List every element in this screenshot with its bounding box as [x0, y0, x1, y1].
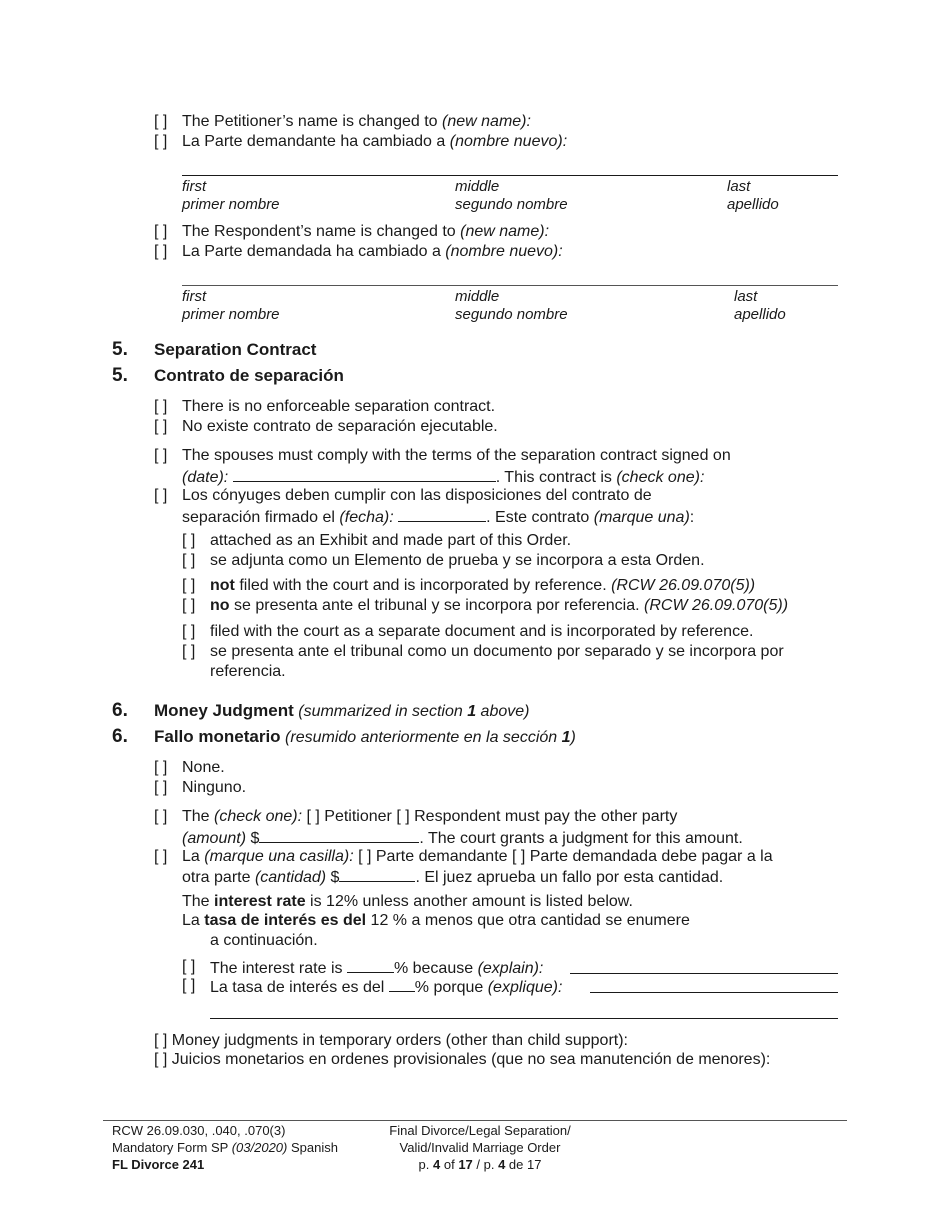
interest-pct-field[interactable] [347, 958, 394, 973]
temp-orders-es: [ ] Juicios monetarios en ordenes provisionales (que no sea manutención de menores): [154, 1051, 771, 1068]
checkbox[interactable]: [ ] [154, 759, 168, 776]
name-last-label: last apellido [727, 178, 779, 213]
footer-left: RCW 26.09.030, .040, .070(3) Mandatory Form SP (03/2020) Spanish FL Divorce 241 [112, 1123, 338, 1172]
filed-separate-es-1: se presenta ante el tribunal como un documento por separado y se incorpora por [210, 643, 784, 660]
checkbox[interactable]: [ ] [154, 447, 168, 464]
must-pay-es-2: otra parte (cantidad) $ . El juez aprueba un fallo por esta cantidad. [182, 869, 724, 886]
checkbox[interactable]: [ ] [154, 418, 168, 435]
checkbox[interactable]: [ ] [154, 133, 168, 150]
comply-es-line1: Los cónyuges deben cumplir con las disposiciones del contrato de [182, 487, 652, 504]
checkbox[interactable]: [ ] [154, 113, 168, 130]
section-number: 5. [112, 339, 128, 360]
section-number: 5. [112, 365, 128, 386]
petitioner-new-name-line[interactable] [182, 175, 838, 176]
checkbox[interactable]: [ ] [154, 223, 168, 240]
attached-es: se adjunta como un Elemento de prueba y se incorpora a esta Orden. [210, 552, 705, 569]
footer-rule [103, 1120, 847, 1121]
temp-orders-en: [ ] Money judgments in temporary orders (other than child support): [154, 1032, 628, 1049]
must-pay-es-1: La (marque una casilla): [ ] Parte demandante [ ] Parte demandada debe pagar a la [182, 848, 773, 865]
interest-rate-es: La tasa de interés es del 12 % a menos que otra cantidad se enumere [182, 912, 690, 929]
section-5-title-en: Separation Contract [154, 340, 317, 359]
checkbox[interactable]: [ ] [182, 552, 196, 569]
interes-pct-field[interactable] [389, 977, 415, 992]
cantidad-field[interactable] [339, 867, 415, 882]
respondent-new-name-line[interactable] [182, 285, 838, 286]
not-filed-es: no se presenta ante el tribunal y se incorpora por referencia. (RCW 26.09.070(5)) [210, 597, 789, 614]
filed-separate-en: filed with the court as a separate document and is incorporated by reference. [210, 623, 754, 640]
filed-separate-es-2: referencia. [210, 663, 286, 680]
petitioner-name-change-es: La Parte demandante ha cambiado a (nombre nuevo): [182, 133, 568, 150]
comply-es-line2: separación firmado el (fecha): . Este contrato (marque una): [182, 509, 695, 526]
respondent-name-change-es: La Parte demandada ha cambiado a (nombre nuevo): [182, 243, 563, 260]
explique-line[interactable] [590, 992, 838, 993]
checkbox[interactable]: [ ] [182, 977, 196, 994]
name-first-label: first primer nombre [182, 288, 280, 323]
name-first-label: first primer nombre [182, 178, 280, 213]
contract-fecha-field[interactable] [398, 507, 486, 522]
checkbox[interactable]: [ ] [154, 398, 168, 415]
name-middle-label: middle segundo nombre [455, 178, 568, 213]
name-last-label: last apellido [734, 288, 786, 323]
section-6-title-en: Money Judgment (summarized in section 1 above) [154, 701, 530, 720]
no-contract-en: There is no enforceable separation contract. [182, 398, 496, 415]
checkbox[interactable]: [ ] [154, 487, 168, 504]
comply-en-line2: (date): . This contract is (check one): [182, 469, 705, 486]
interest-rate-custom-en: The interest rate is % because (explain): [210, 960, 544, 977]
contract-date-field[interactable] [233, 467, 496, 482]
section-number: 6. [112, 700, 128, 721]
checkbox[interactable]: [ ] [182, 643, 196, 660]
interest-rate-en: The interest rate is 12% unless another amount is listed below. [182, 893, 633, 910]
must-pay-en-1: The (check one): [ ] Petitioner [ ] Respondent must pay the other party [182, 808, 678, 825]
checkbox[interactable]: [ ] [154, 848, 168, 865]
none-es: Ninguno. [182, 779, 247, 796]
checkbox[interactable]: [ ] [182, 623, 196, 640]
checkbox[interactable]: [ ] [154, 243, 168, 260]
section-6-title-es: Fallo monetario (resumido anteriormente en la sección 1) [154, 727, 576, 746]
footer-center: Final Divorce/Legal Separation/ Valid/Invalid Marriage Order p. 4 of 17 / p. 4 de 17 [370, 1122, 590, 1173]
name-middle-label: middle segundo nombre [455, 288, 568, 323]
checkbox[interactable]: [ ] [182, 958, 196, 975]
amount-field[interactable] [259, 828, 419, 843]
section-number: 6. [112, 726, 128, 747]
none-en: None. [182, 759, 225, 776]
section-5-title-es: Contrato de separación [154, 366, 344, 385]
respondent-name-change-en: The Respondent’s name is changed to (new name): [182, 223, 550, 240]
attached-en: attached as an Exhibit and made part of this Order. [210, 532, 572, 549]
checkbox[interactable]: [ ] [182, 597, 196, 614]
petitioner-name-change-en: The Petitioner’s name is changed to (new name): [182, 113, 531, 130]
checkbox[interactable]: [ ] [154, 808, 168, 825]
checkbox[interactable]: [ ] [182, 577, 196, 594]
must-pay-en-2: (amount) $ . The court grants a judgment for this amount. [182, 830, 743, 847]
checkbox[interactable]: [ ] [182, 532, 196, 549]
comply-en-line1: The spouses must comply with the terms of the separation contract signed on [182, 447, 731, 464]
no-contract-es: No existe contrato de separación ejecutable. [182, 418, 498, 435]
explain-line-2[interactable] [210, 1018, 838, 1019]
interest-rate-es-cont: a continuación. [210, 932, 318, 949]
explain-line-1[interactable] [570, 973, 838, 974]
not-filed-en: not filed with the court and is incorporated by reference. (RCW 26.09.070(5)) [210, 577, 756, 594]
page-number: p. 4 of 17 / p. 4 de 17 [418, 1157, 542, 1172]
interest-rate-custom-es: La tasa de interés es del % porque (explique): [210, 979, 563, 996]
checkbox[interactable]: [ ] [154, 779, 168, 796]
